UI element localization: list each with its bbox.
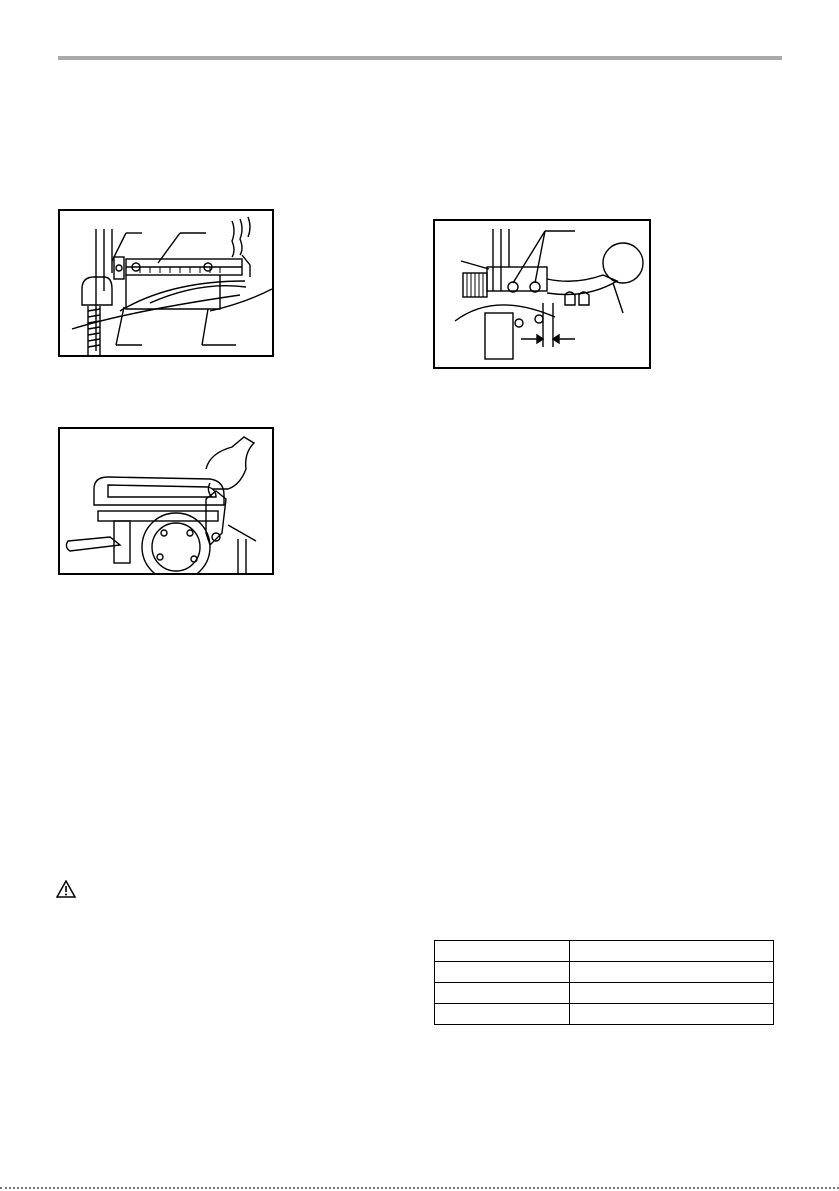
table-row (435, 941, 774, 962)
table-cell (435, 941, 570, 962)
table-cell (435, 1004, 570, 1025)
page-bottom-border (0, 1187, 839, 1189)
header-rule (58, 56, 782, 60)
table-cell (435, 983, 570, 1004)
carrying-handle-illustration (60, 429, 274, 575)
scale-guide-illustration (60, 211, 274, 357)
figure-lever-adjustment (433, 219, 651, 369)
table-cell (570, 1004, 774, 1025)
lever-adjustment-illustration (435, 221, 651, 369)
table-row (435, 962, 774, 983)
table-cell (435, 962, 570, 983)
table-cell (570, 983, 774, 1004)
warning-triangle-icon (56, 880, 76, 898)
table-cell (570, 962, 774, 983)
specification-table (434, 940, 774, 1025)
figure-scale-guide (58, 209, 274, 357)
figure-carrying-handle (58, 427, 274, 575)
table-row (435, 1004, 774, 1025)
table-row (435, 983, 774, 1004)
table-cell (570, 941, 774, 962)
